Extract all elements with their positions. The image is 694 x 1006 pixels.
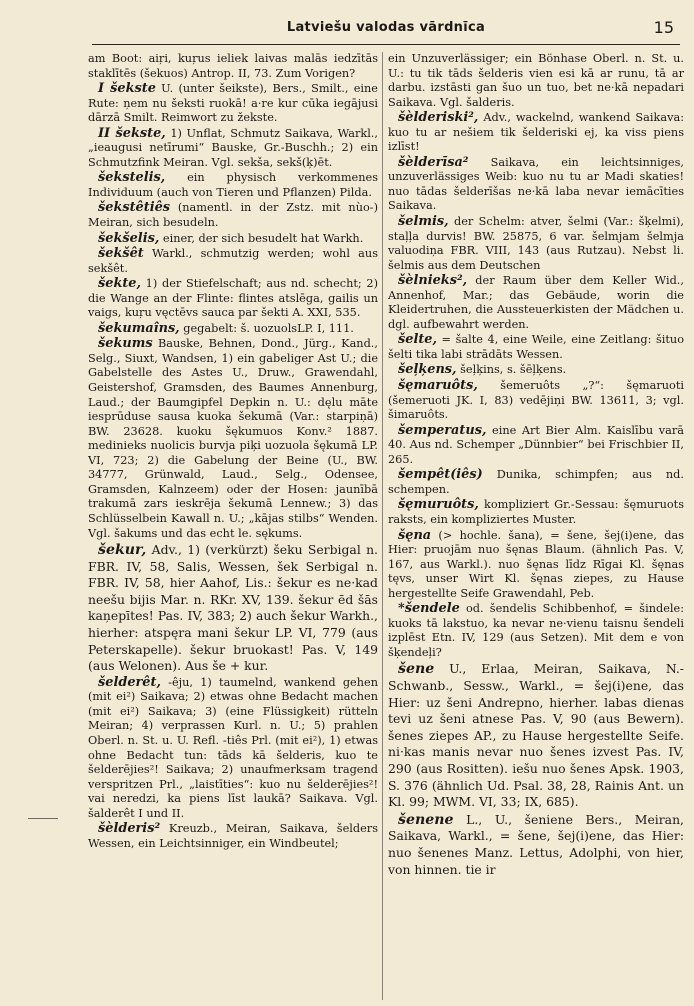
entry-definition: U., Erlaa, Meiran, Saikava, N.-Schwanb., Sessw., Warkl., = šej(i)ene, das Hier: uz šeni Andrepno, hierher. labas dienas tevi uz šeni atnese Pas. V, 90 (aus Bewern). šenes ziepes AP., zu Hause hergestellte Seife. ni·kas manis nevar nuo šenes izvest Pas. IV, 290 (aus Rositten). iešu nuo šenes Apsk. 1903, S. 376 (ähnlich Ud. Psal. 38, 28, Rainis Ant. un Kl. 99; MWM. VI, 33; IX, 685).: [388, 661, 684, 810]
entry-definition: 1) der Stiefelschaft; aus nd. schecht; 2) die Wange an der Flinte: flintes atslēga, gailis un vaigs, kuŗu vęctēvs sauca par šekti A. XXI, 535.: [88, 277, 378, 320]
dictionary-entry: [388, 111, 684, 155]
entry-headword: I šekste: [98, 81, 156, 97]
dictionary-entry: [88, 201, 378, 230]
entry-headword: šekšelis,: [98, 230, 160, 246]
dictionary-entry: [388, 333, 684, 362]
dictionary-entry: [388, 602, 684, 660]
entry-headword: šekte,: [98, 276, 141, 292]
entry-definition: einer, der sich besudelt hat Warkh.: [159, 231, 364, 245]
entry-definition: (> hochle. šana), = šene, šej(i)ene, das Hier: pruojām nuo šęnas Blaum. (ähnlich Pas. V, 167, aus Warkl.). nuo šęnas līdz Rīgai Kl. šęnas tęvs, unser Wirt Kl. šęnas ziepes, zu Hause hergestellte Seife Grawendahl, Peb.: [388, 528, 684, 600]
entry-definition: šeļķins, s. šēļķens.: [456, 363, 567, 377]
column-divider: [382, 52, 383, 1000]
entry-definition: L., U., šeniene Bers., Meiran, Saikava, Warkl., = šene, šej(i)ene, das Hier: nuo šenenes Manz. Lettus, Adolphi, von hier, von hinnen. tie ir: [388, 811, 684, 877]
entry-headword: šempêt(iês): [398, 467, 483, 483]
entry-definition: am Boot: aiŗi, kuŗus ieliek laivas malās iedzītās staklītēs (šekuos) Antrop. II, 73. Zum Vorigen?: [88, 52, 378, 80]
entry-headword: šekur,: [98, 542, 147, 559]
entry-headword: šęmuruôts,: [398, 497, 479, 513]
dictionary-entry: [388, 274, 684, 332]
entry-headword: šeļķens,: [398, 362, 457, 378]
page-header: [92, 18, 680, 45]
entry-headword: II šekste,: [98, 125, 166, 141]
entry-headword: šene: [398, 661, 435, 678]
entry-headword: šemperatus,: [398, 422, 487, 438]
dictionary-entry: [88, 277, 378, 321]
dictionary-entry: [88, 171, 378, 200]
entry-definition: ein physisch verkommenes Individuum (auch von Tieren und Pflanzen) Pilda.: [88, 171, 378, 199]
entry-headword: šèlderīsa²: [398, 154, 469, 170]
entry-definition: Bauske, Behnen, Dond., Jürg., Kand., Selg., Siuxt, Wandsen, 1) ein gabeliger Ast U.; die Gabelstelle des Astes U., Druw., Grawendahl, Geistershof, Gramsden, des Baumes Annenburg, Laud.; der Baumgipfel Depkin n. U.: dęlu māte iesprūduse sausa kuoka šekumā (Var.: starpiņā) BW. 23628. kuoku šękumuos Konv.² 1887. medinieks nuolicis burvja piķi uozuola šękumā LP. VI, 723; 2) die Gabelung der Beine (U., BW. 34777, Grünwald, Laud., Selg., Odensee, Gramsden, Kalnzeem) oder der Hosen: jaunībā trakumā zars ieskrēja šekumā Lennew.; 3) das Schlüsselbein Kawall n. U.; „kājas stilbs“ Wenden. Vgl. šakums und das echt le. sękums.: [88, 337, 378, 540]
entry-definition: Adv., 1) (verkürzt) šeku Serbigal n. FBR. IV, 58, Salis, Wessen, šek Serbigal n. FBR. IV, 58, hier Aahof, Lis.: šekur es ne·kad neešu bijis Mar. n. RKr. XV, 139. šekur ēd šās kaņepītes! Pas. IV, 383; 2) auch šekur Warkh., hierher: atspęra mani šekur LP. VI, 779 (aus Peterskapelle). šekur bruokast! Pas. V, 149 (aus Welonen). Aus še + kur.: [88, 542, 378, 674]
entry-definition: U. (unter šeikste), Bers., Smilt., eine Rute: ņem nu šeksti ruokā! a·re kur cūka iegājusi dārzā Smilt. Reimwort zu žekste.: [88, 82, 378, 125]
dictionary-entry: [388, 424, 684, 468]
dictionary-entry: [88, 542, 378, 675]
margin-pencil-mark: [28, 818, 58, 819]
entry-definition: od. šendelis Schibbenhof, = šindele: kuoks tā lakstuo, ka nevar ne·vienu taisnu šendeli izplēst Etn. IV, 129 (aus Setzen). Mit dem e von šķendeļi?: [388, 602, 684, 659]
entry-definition: Saikava, ein leichtsinniges, unzuverlässiges Weib: kuo nu tu ar Madi skaties! nuo tādas šelderīšas ne·kā laba nevar iemācīties Saikava.: [388, 155, 684, 213]
entry-definition: gegabelt: š. uozuolsLP. I, 111.: [179, 321, 354, 335]
dictionary-entry: [88, 822, 378, 851]
entry-headword: šèlderiski²,: [398, 110, 479, 126]
entry-headword: šenene: [398, 811, 454, 828]
entry-definition: 1) Unflat, Schmutz Saikava, Warkl., „ieaugusi netīrumi“ Bauske, Gr.-Buschh.; 2) ein Schmutzfink Meiran. Vgl. sekša, sekš(ķ)ēt.: [88, 126, 378, 169]
entry-headword: šęna: [398, 527, 432, 543]
dictionary-entry: [388, 812, 684, 878]
dictionary-entry: [88, 232, 378, 247]
entry-headword: šekumaîns,: [98, 320, 180, 336]
dictionary-entry: [88, 82, 378, 126]
entry-definition: Dunika, schimpfen; aus nd. schempen.: [388, 468, 684, 496]
entry-definition: eine Art Bier Alm. Kaislību varā 40. Aus nd. Schemper „Dünnbier“ bei Frischbier II, 265.: [388, 423, 684, 466]
dictionary-entry: [88, 676, 378, 821]
entry-definition: der Schelm: atver, šelmi (Var.: šķelmi), staļļa durvis! BW. 25875, 6 var. šelmjam šelmja valuodiņa FBR. VIII, 143 (aus Rutzau). Nebst li. šelmis aus dem Deutschen: [388, 215, 684, 272]
dictionary-entry: [388, 498, 684, 527]
entry-headword: šekums: [98, 336, 153, 352]
entry-definition: Adv., wackelnd, wankend Saikava: kuo tu ar nešiem tik šelderiski ej, ka viss piens izlīst!: [388, 111, 684, 154]
dictionary-entry: [88, 52, 378, 81]
entry-definition: kompliziert Gr.-Sessau: šęmuruots raksts, ein kompliziertes Muster.: [388, 498, 684, 526]
running-title: Latviešu valodas vārdnīca: [286, 20, 486, 35]
entry-definition: -êju, 1) taumelnd, wankend gehen (mit ei²) Saikava; 2) etwas ohne Bedacht machen (mit ei²) Saikava; 3) (eine Flüssigkeit) rütteln Meiran; 4) verprassen Kurl. n. U.; 5) prahlen Oberl. n. St. u. U. Refl. -tiês Prl. (mit ei²), 1) etwas ohne Bedacht tun: tāds kā šelderis, kuo te šelderējies²! Saikava; 2) unaufmerksam tragend verspritzen Prl., „laistīties“: kuo nu šelderējies²! vai neredzi, ka piens līst laukā? Saikava. Vgl. šalderêt I und II.: [88, 675, 378, 820]
dictionary-entry: [88, 247, 378, 276]
entry-headword: šelte,: [398, 332, 437, 348]
entry-headword: šèlnieks²,: [398, 273, 468, 289]
entry-definition: (namentl. in der Zstz. mit nùo-) Meiran, sich besudeln.: [88, 201, 378, 230]
entry-headword: šekstelis,: [98, 170, 166, 186]
entry-headword: šęmaruôts,: [398, 378, 478, 394]
dictionary-entry: [388, 156, 684, 214]
dictionary-entry: [388, 529, 684, 602]
entry-definition: Kreuzb., Meiran, Saikava, šelders Wessen, ein Leichtsinniger, ein Windbeutel;: [88, 822, 378, 850]
entry-definition: der Raum über dem Keller Wid., Annenhof, Mar.; das Gebäude, worin die Kleidertruhen, die Aussteuerkisten der Mädchen u. dgl. aufbewahrt werden.: [388, 274, 684, 331]
dictionary-entry: [388, 363, 684, 378]
dictionary-entry: [88, 322, 378, 337]
entry-headword: šekšêt: [98, 246, 144, 262]
entry-definition: = šalte 4, eine Weile, eine Zeitlang: šituo šelti tika labi strādāts Wessen.: [388, 333, 684, 361]
dictionary-entry: [388, 52, 684, 110]
dictionary-entry: [88, 127, 378, 171]
entry-definition: šemeruôts „?“: šęmaruoti (šemeruoti JK. I, 83) vedējiņi BW. 13611, 3; vgl. šimaruôts.: [388, 379, 684, 422]
entry-headword: *šendele: [398, 601, 460, 617]
dictionary-entry: [388, 379, 684, 423]
dictionary-entry: [388, 215, 684, 273]
entry-headword: šekstêtiês: [98, 200, 171, 216]
dictionary-entry: [388, 661, 684, 810]
page-number: 15: [653, 18, 674, 37]
entry-definition: ein Unzuverlässiger; ein Bönhase Oberl. n. St. u. U.: tu tik tāds šelderis vien esi kā ar runu, tā ar darbu. izstāsti gan šuo un tuo, bet ne·kā nepadari Saikava. Vgl. šalderis.: [388, 52, 684, 109]
right-column: [388, 52, 684, 1002]
left-column: [88, 52, 378, 1002]
entry-headword: šèlderis²: [98, 821, 161, 837]
entry-headword: šelderêt,: [98, 674, 161, 690]
dictionary-entry: [88, 337, 378, 541]
dictionary-entry: [388, 468, 684, 497]
entry-definition: Warkl., schmutzig werden; wohl aus sekšêt.: [88, 247, 378, 275]
entry-headword: šelmis,: [398, 214, 449, 230]
